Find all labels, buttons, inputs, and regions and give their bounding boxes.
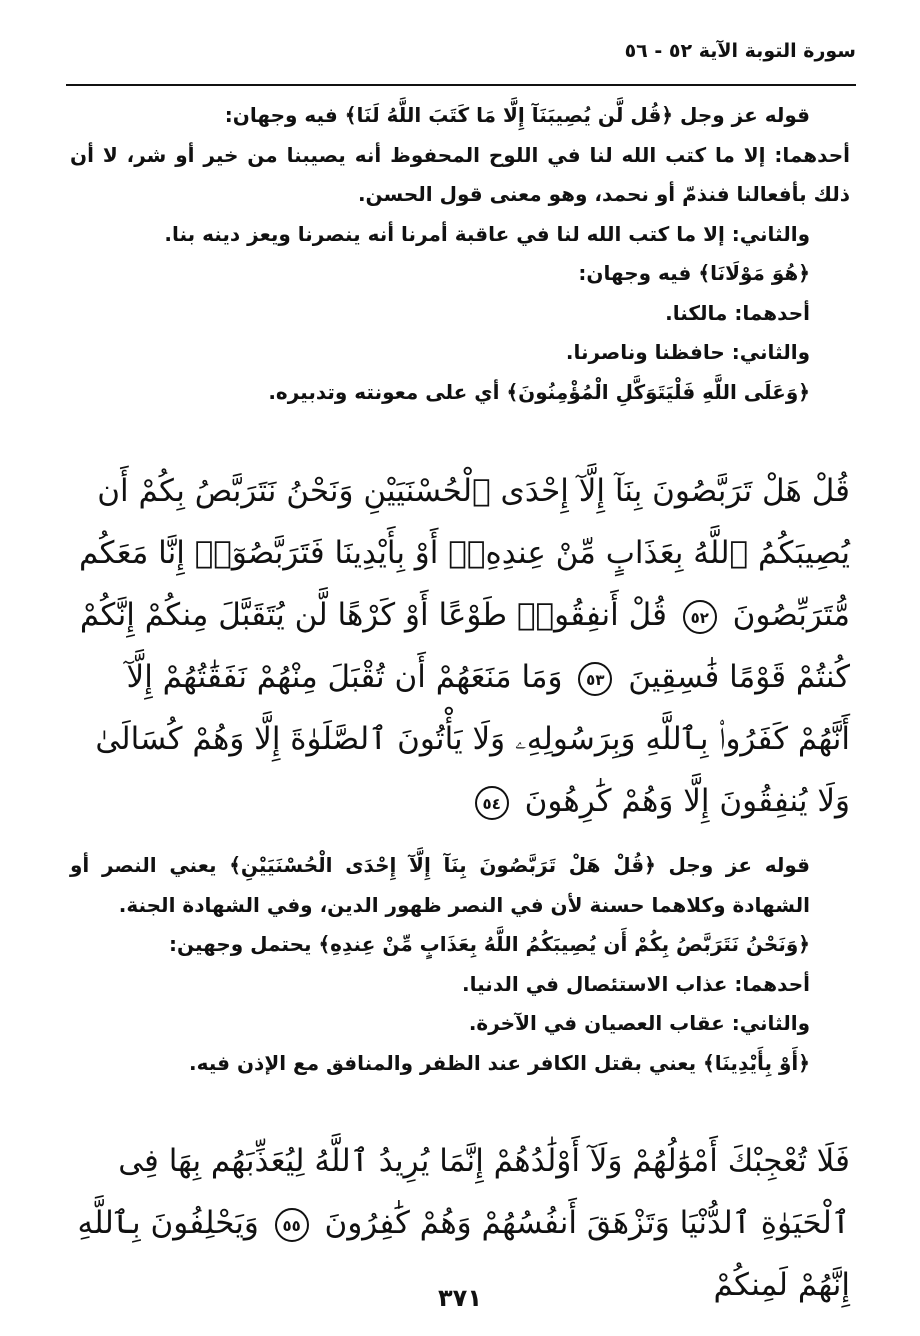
commentary-paragraph: ﴿وَعَلَى اللَّهِ فَلْيَتَوَكَّلِ الْمُؤْمِنُونَ﴾ أي على معونته وتدبيره.	[268, 379, 810, 404]
verse-number-marker: ٥٤	[475, 786, 509, 820]
surah-heading: سورة التوبة الآية ٥٢ - ٥٦	[624, 40, 856, 62]
commentary-paragraph: ﴿أَوْ بِأَيْدِينَا﴾ يعني بقتل الكافر عند الظفر والمنافق مع الإذن فيه.	[189, 1050, 810, 1075]
header-divider	[66, 84, 856, 86]
quran-verse-text	[70, 460, 850, 832]
verse-number-marker: ٥٥	[275, 1208, 309, 1242]
commentary-paragraph: والثاني: حافظنا وناصرنا.	[565, 340, 810, 364]
verse-number-marker: ٥٢	[683, 600, 717, 634]
verse-segment: وَيَحْلِفُونَ بِٱللَّهِ إِنَّهُمْ لَمِنكُمْ	[77, 1205, 850, 1303]
verse-segment: قُلْ هَلْ تَرَبَّصُونَ بِنَآ إِلَّآ إِحْدَى ٱلْحُسْنَيَيْنِ وَنَحْنُ نَتَرَبَّصُ بِكُمْ أَن يُصِيبَكُمُ ٱللَّهُ بِعَذَابٍ مِّنْ عِندِهِۦٓ أَوْ بِأَيْدِينَا فَتَرَبَّصُوٓا۟ إِنَّا مَعَكُم مُّتَرَبِّصُونَ	[78, 473, 850, 633]
commentary-paragraph: ﴿هُوَ مَوْلَانَا﴾ فيه وجهان:	[578, 261, 810, 285]
verse-number-marker: ٥٣	[578, 662, 612, 696]
page-number: ٣٧١	[438, 1284, 482, 1312]
commentary-block-1	[70, 96, 850, 412]
commentary-paragraph: قوله عز وجل ﴿قُلْ هَلْ تَرَبَّصُونَ بِنَآ إِلَّآ إِحْدَى الْحُسْنَيَيْنِ﴾ يعني النصر أو الشهادة وكلاهما حسنة لأن في النصر ظهور الدين، وفي الشهادة الجنة.	[70, 853, 810, 917]
commentary-paragraph: أحدهما: عذاب الاستئصال في الدنيا.	[462, 971, 810, 996]
commentary-paragraph: ﴿وَنَحْنُ نَتَرَبَّصُ بِكُمْ أَن يُصِيبَكُمُ اللَّهُ بِعَذَابٍ مِّنْ عِندِهِ﴾ يحتمل وجهين:	[168, 932, 810, 956]
running-header	[66, 40, 856, 80]
quran-verses-block-1	[70, 460, 850, 832]
commentary-paragraph: والثاني: عقاب العصيان في الآخرة.	[468, 1011, 810, 1035]
verse-segment: قُلْ أَنفِقُوا۟ طَوْعًا أَوْ كَرْهًا لَّن يُتَقَبَّلَ مِنكُمْ إِنَّكُمْ كُنتُمْ قَوْمًا فَٰسِقِينَ	[79, 597, 850, 695]
verse-segment: فَلَا تُعْجِبْكَ أَمْوَٰلُهُمْ وَلَآ أَوْلَٰدُهُمْ إِنَّمَا يُرِيدُ ٱللَّهُ لِيُعَذِّبَهُم بِهَا فِى ٱلْحَيَوٰةِ ٱلدُّنْيَا وَتَزْهَقَ أَنفُسُهُمْ وَهُمْ كَٰفِرُونَ	[118, 1143, 850, 1241]
commentary-paragraph: أحدهما: مالكنا.	[665, 300, 810, 325]
verse-segment: وَمَا مَنَعَهُمْ أَن تُقْبَلَ مِنْهُمْ نَفَقَٰتُهُمْ إِلَّآ أَنَّهُمْ كَفَرُوا۟ بِٱللَّهِ وَبِرَسُولِهِۦ وَلَا يَأْتُونَ ٱلصَّلَوٰةَ إِلَّا وَهُمْ كُسَالَىٰ وَلَا يُنفِقُونَ إِلَّا وَهُمْ كَٰرِهُونَ	[95, 659, 850, 819]
commentary-block-2	[70, 846, 850, 1083]
commentary-paragraph: قوله عز وجل ﴿قُل لَّن يُصِيبَنَآ إِلَّا مَا كَتَبَ اللَّهُ لَنَا﴾ فيه وجهان:	[224, 103, 810, 127]
commentary-paragraph: والثاني: إلا ما كتب الله لنا في عاقبة أمرنا أنه ينصرنا ويعز دينه بنا.	[164, 221, 810, 246]
commentary-paragraph: أحدهما: إلا ما كتب الله لنا في اللوح المحفوظ أنه يصيبنا من خير أو شر، لا أن ذلك بأفعالنا فنذمّ أو نحمد، وهو معنى قول الحسن.	[70, 142, 850, 206]
